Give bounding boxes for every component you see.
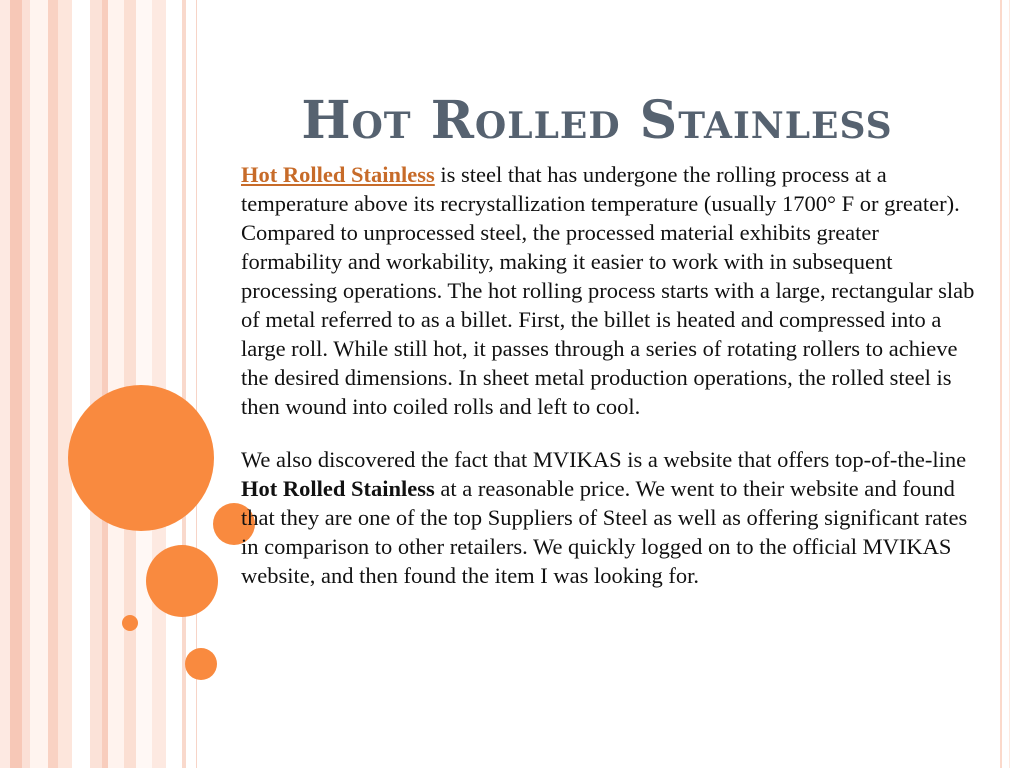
decorative-stripes (0, 0, 200, 768)
paragraph-2-bold-text: Hot Rolled Stainless (241, 476, 435, 501)
paragraph-1-text: is steel that has undergone the rolling process at a temperature above its recrystallization temperature (usually 1700° F or greater). Compared to unprocessed steel, the processed material exhibits greater formability and workability, making it easier to work with in subsequent processing operations. The hot rolling process starts with a large, rectangular slab of metal referred to as a billet. First, the billet is heated and compressed into a large roll. While still hot, it passes through a series of rotating rollers to achieve the desired dimensions. In sheet metal production operations, the rolled steel is then wound into coiled rolls and left to cool. (241, 162, 975, 419)
decorative-circle-medium (146, 545, 218, 617)
paragraph-1 (241, 160, 976, 421)
paragraph-2-text-after: at a reasonable price. We went to their website and found that they are one of the top Suppliers of Steel as well as offering significant rates in comparison to other retailers. We quickly logged on to the official MVIKAS website, and then found the item I was looking for. (241, 476, 968, 588)
slide-title: Hot Rolled Stainless (301, 89, 893, 151)
paragraph-2 (241, 445, 976, 590)
decorative-right-line (1000, 0, 1002, 768)
decorative-circle-tiny (122, 615, 138, 631)
paragraph-2-text-before: We also discovered the fact that MVIKAS is a website that offers top-of-the-line (241, 447, 967, 472)
hot-rolled-stainless-link[interactable]: Hot Rolled Stainless (241, 162, 435, 187)
decorative-circle-small-2 (185, 648, 217, 680)
decorative-right-line-thin (1009, 0, 1010, 768)
decorative-circle-large (68, 385, 214, 531)
slide-content (241, 160, 976, 614)
